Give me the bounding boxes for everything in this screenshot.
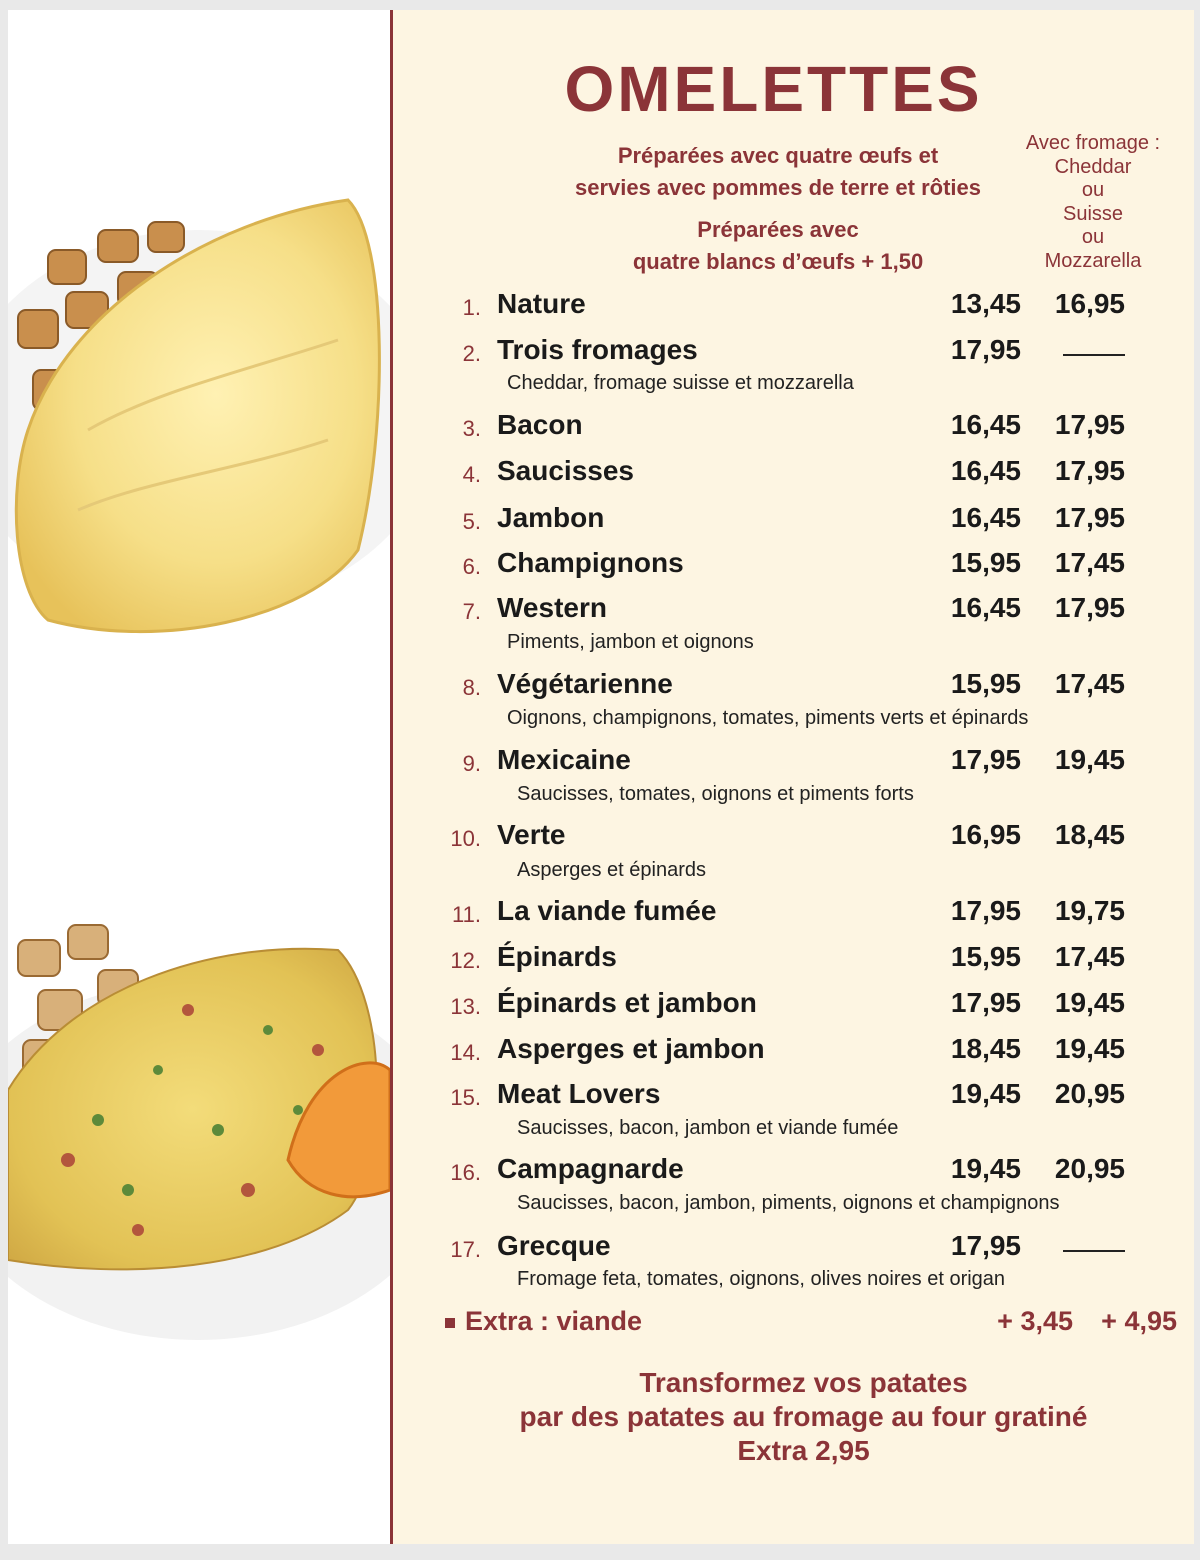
item-price: 16,45 xyxy=(950,409,1021,440)
item-price-with-cheese: 20,95 xyxy=(1054,1153,1125,1184)
item-name: Bacon xyxy=(497,409,583,440)
extra-meat-price-cheese: + 4,95 xyxy=(1101,1306,1177,1336)
footer-line-1: Transformez vos patates xyxy=(639,1367,968,1398)
item-price-with-cheese: 17,95 xyxy=(1054,502,1125,533)
item-description: Asperges et épinards xyxy=(517,859,707,881)
menu-item xyxy=(393,819,1194,859)
item-price: 16,45 xyxy=(950,455,1021,486)
item-price: 16,45 xyxy=(950,592,1021,623)
menu-item xyxy=(393,455,1194,495)
item-name: Épinards et jambon xyxy=(497,987,757,1018)
item-price: 16,45 xyxy=(950,502,1021,533)
item-number: 7. xyxy=(462,599,481,624)
item-name: Asperges et jambon xyxy=(497,1033,765,1064)
mixed-omelette-photo xyxy=(8,925,390,1340)
item-name: Épinards xyxy=(497,941,617,972)
item-name: Trois fromages xyxy=(497,334,698,365)
menu-item xyxy=(393,941,1194,981)
item-price: 18,45 xyxy=(950,1033,1021,1064)
item-number: 5. xyxy=(462,509,481,534)
potato-upgrade-note xyxy=(433,1366,1174,1468)
menu-item xyxy=(393,1033,1194,1073)
item-price: 19,45 xyxy=(950,1153,1021,1184)
cheese-note-line: Suisse xyxy=(1062,202,1124,225)
extra-meat-price: + 3,45 xyxy=(997,1306,1073,1336)
item-number: 4. xyxy=(462,462,481,487)
item-number: 14. xyxy=(450,1040,481,1065)
egg-whites-note xyxy=(593,214,963,278)
item-name: Campagnarde xyxy=(497,1153,684,1184)
item-description: Cheddar, fromage suisse et mozzarella xyxy=(507,372,854,394)
item-price-with-cheese: 19,45 xyxy=(1054,1033,1125,1064)
item-number: 10. xyxy=(450,826,481,851)
item-price-with-cheese: 17,95 xyxy=(1054,455,1125,486)
item-number: 11. xyxy=(452,902,481,927)
item-number: 13. xyxy=(450,994,481,1019)
item-price: 16,95 xyxy=(950,819,1021,850)
menu-item xyxy=(393,895,1194,935)
footer-line-2: par des patates au fromage au four gratiné xyxy=(519,1401,1088,1432)
photo-column xyxy=(8,10,390,1544)
menu-item xyxy=(393,668,1194,708)
item-number: 12. xyxy=(450,948,481,973)
item-price-with-cheese: 18,45 xyxy=(1054,819,1125,850)
cheese-note-line: Cheddar xyxy=(1054,155,1132,178)
item-price: 19,45 xyxy=(950,1078,1021,1109)
item-price: 17,95 xyxy=(950,744,1021,775)
subtitle xyxy=(543,140,1013,204)
menu-item xyxy=(393,409,1194,449)
item-price-with-cheese: 17,45 xyxy=(1054,547,1125,578)
item-name: Jambon xyxy=(497,502,605,533)
menu-item xyxy=(393,334,1194,374)
cheese-note-line: ou xyxy=(1081,226,1105,248)
menu-item xyxy=(393,592,1194,632)
egg-whites-line-2: quatre blancs d’œufs + 1,50 xyxy=(632,249,924,274)
item-number: 8. xyxy=(462,675,481,700)
menu-item xyxy=(393,288,1194,328)
item-description: Saucisses, bacon, jambon et viande fumée xyxy=(517,1117,899,1139)
item-number: 1. xyxy=(462,295,481,320)
menu-item xyxy=(393,987,1194,1027)
item-description: Saucisses, bacon, jambon, piments, oignons et champignons xyxy=(517,1192,1060,1214)
omelette-photos xyxy=(8,10,390,1544)
item-name: Grecque xyxy=(497,1230,611,1261)
menu-item xyxy=(393,547,1194,587)
subtitle-line-2: servies avec pommes de terre et rôties xyxy=(574,175,981,200)
item-name: Saucisses xyxy=(497,455,634,486)
bullet-icon xyxy=(445,1318,455,1328)
item-price: 17,95 xyxy=(950,334,1021,365)
item-price-with-cheese: 19,45 xyxy=(1054,744,1125,775)
item-price: 15,95 xyxy=(950,547,1021,578)
item-number: 17. xyxy=(450,1237,481,1262)
item-name: Meat Lovers xyxy=(497,1078,661,1109)
item-price-with-cheese: 19,45 xyxy=(1054,987,1125,1018)
item-number: 6. xyxy=(462,554,481,579)
item-description: Oignons, champignons, tomates, piments verts et épinards xyxy=(507,707,1029,729)
item-name: Champignons xyxy=(497,547,684,578)
cheese-note-line: Avec fromage : xyxy=(1025,132,1161,154)
extra-meat-row xyxy=(445,1306,1194,1340)
item-price: 17,95 xyxy=(950,1230,1021,1261)
item-price: 15,95 xyxy=(950,941,1021,972)
item-price: 17,95 xyxy=(950,895,1021,926)
not-available-dash xyxy=(1063,354,1125,356)
item-name: Nature xyxy=(497,288,586,319)
footer-line-3: Extra 2,95 xyxy=(737,1435,870,1466)
menu-panel xyxy=(390,10,1194,1544)
egg-whites-line-1: Préparées avec xyxy=(697,217,859,242)
item-description: Piments, jambon et oignons xyxy=(507,631,754,653)
item-price-with-cheese: 16,95 xyxy=(1054,288,1125,319)
item-number: 3. xyxy=(462,416,481,441)
item-name: Verte xyxy=(497,819,566,850)
item-name: Végétarienne xyxy=(497,668,673,699)
plain-omelette-photo xyxy=(8,200,390,632)
cheese-note-line: Mozzarella xyxy=(1044,249,1142,272)
menu-item xyxy=(393,744,1194,784)
item-price: 13,45 xyxy=(950,288,1021,319)
item-number: 15. xyxy=(450,1085,481,1110)
extra-meat-label: Extra : viande xyxy=(465,1306,643,1336)
item-number: 9. xyxy=(462,751,481,776)
item-price-with-cheese: 17,45 xyxy=(1054,941,1125,972)
item-price-with-cheese: 17,95 xyxy=(1054,409,1125,440)
item-description: Saucisses, tomates, oignons et piments forts xyxy=(517,783,914,805)
item-number: 2. xyxy=(462,341,481,366)
not-available-dash xyxy=(1063,1250,1125,1252)
item-price-with-cheese: 20,95 xyxy=(1054,1078,1125,1109)
menu-item xyxy=(393,1230,1194,1270)
item-price-with-cheese: 17,95 xyxy=(1054,592,1125,623)
page-title: OMELETTES xyxy=(564,53,983,125)
item-price: 15,95 xyxy=(950,668,1021,699)
item-number: 16. xyxy=(450,1160,481,1185)
item-price-with-cheese: 19,75 xyxy=(1054,895,1125,926)
item-description: Fromage feta, tomates, oignons, olives noires et origan xyxy=(517,1268,1006,1290)
item-name: Western xyxy=(497,592,607,623)
cheese-options-note xyxy=(1013,132,1173,273)
item-name: Mexicaine xyxy=(497,744,631,775)
item-price: 17,95 xyxy=(950,987,1021,1018)
menu-item xyxy=(393,1153,1194,1193)
menu-item xyxy=(393,502,1194,542)
subtitle-line-1: Préparées avec quatre œufs et xyxy=(617,143,939,168)
item-price-with-cheese: 17,45 xyxy=(1054,668,1125,699)
menu-item xyxy=(393,1078,1194,1118)
cheese-note-line: ou xyxy=(1081,179,1105,201)
item-name: La viande fumée xyxy=(497,895,717,926)
